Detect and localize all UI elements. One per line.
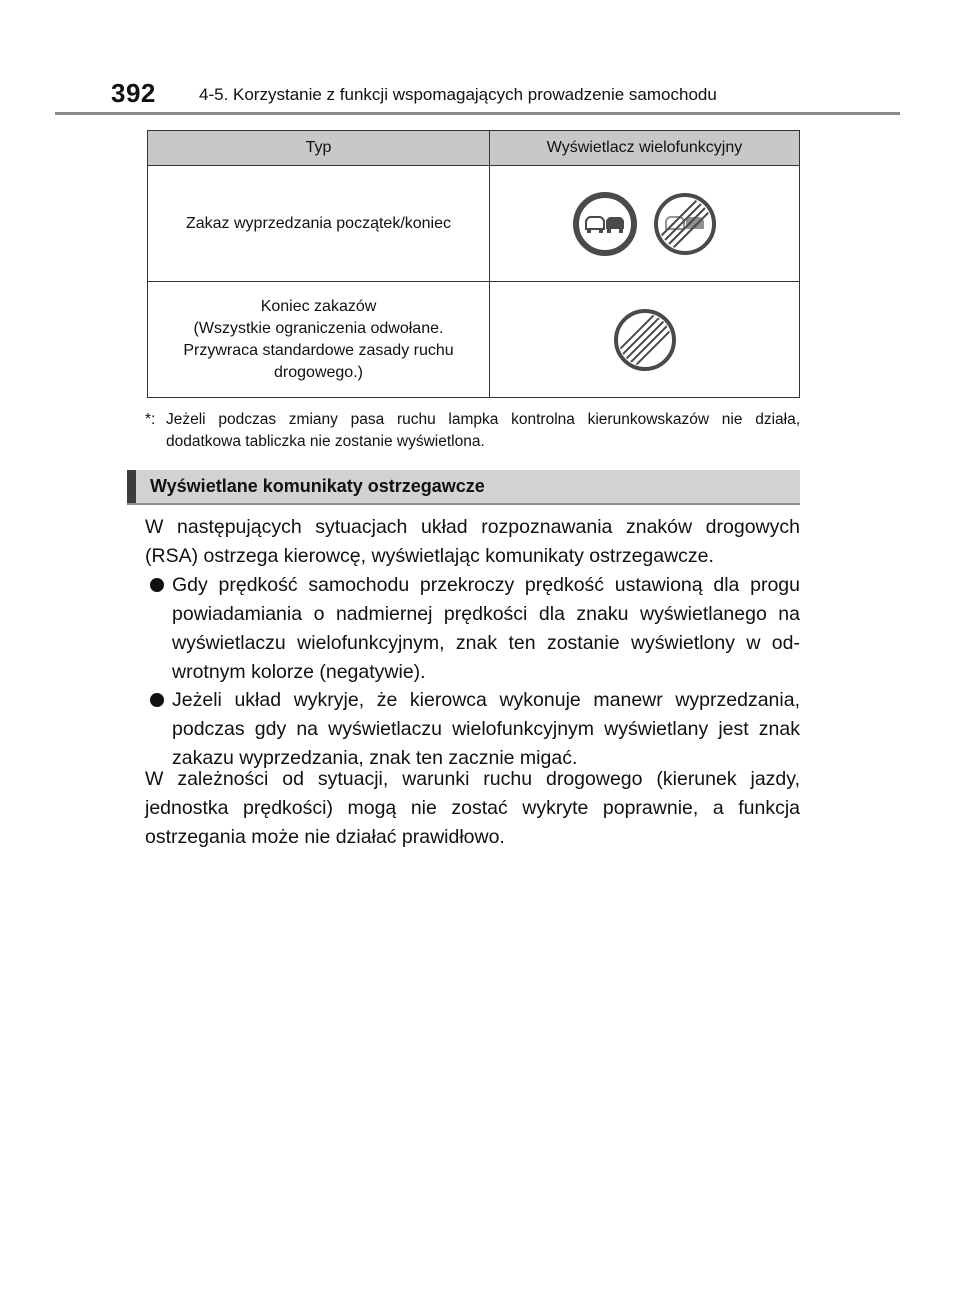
bullet-item (150, 571, 800, 687)
end-of-no-overtaking-sign-icon (653, 192, 717, 256)
sign-types-table (147, 130, 800, 398)
table-row (148, 282, 800, 398)
type-cell (148, 282, 490, 398)
display-cell (490, 166, 800, 282)
bullet-item (150, 686, 800, 773)
intro-paragraph: W następujących sytuacjach układ rozpoznawania znaków drogowych (RSA) ostrzega kierowcę, wyświetlając komunikaty ostrzegawcze. (145, 516, 800, 567)
chapter-title: 4-5. Korzystanie z funkcji wspomagających prowadzenie samochodu (199, 85, 717, 104)
section-heading (127, 470, 800, 504)
type-line: Koniec zakazów (260, 297, 377, 315)
type-line: drogowego.) (274, 363, 363, 381)
column-header-type: Typ (148, 131, 490, 166)
footnote-mark: *: (145, 411, 156, 428)
type-line: (Wszystkie ograniczenia odwołane. (193, 319, 444, 337)
footnote-text: Jeżeli podczas zmiany pasa ruchu lampka kontrolna kierunkowskazów nie działa, dodatkowa tabliczka nie zostanie wyświetlona. (166, 411, 800, 450)
no-overtaking-sign-icon (573, 192, 637, 256)
page-number: 392 (111, 78, 156, 108)
type-cell: Zakaz wyprzedzania początek/koniec (148, 166, 490, 282)
display-cell (490, 282, 800, 398)
outro-paragraph: W zależności od sytuacji, warunki ruchu drogowego (kierunek jazdy, jednostka prędkości) mogą nie zostać wykryte poprawnie, a funkcja ostrzegania może nie działać prawidłowo. (145, 768, 800, 848)
type-line: Przywraca standardowe zasady ruchu (183, 341, 454, 359)
section-underline (127, 503, 800, 505)
column-header-display: Wyświetlacz wielofunkcyjny (490, 131, 800, 166)
bullet-text: Gdy prędkość samochodu przekroczy prędkość ustawioną dla progu powiadamiania o nadmiernej prędkości dla znaku wyświetlanego na wyświetlaczu wielofunkcyjnym, znak ten zostanie wyświetlony w od-wrotnym kolorze (negatywie). (172, 574, 800, 683)
footnote (145, 409, 800, 453)
bullet-dot-icon (150, 693, 164, 707)
end-of-all-restrictions-sign-icon (613, 308, 677, 372)
bullet-text: Jeżeli układ wykryje, że kierowca wykonuje manewr wyprzedzania, podczas gdy na wyświetlaczu wielofunkcyjnym wyświetlany jest znak zakazu wyprzedzania, znak ten zacznie migać. (172, 689, 800, 769)
section-heading-text: Wyświetlane komunikaty ostrzegawcze (150, 476, 485, 496)
header-rule (55, 112, 900, 115)
table-header-row (148, 131, 800, 166)
table-row (148, 166, 800, 282)
bullet-dot-icon (150, 578, 164, 592)
